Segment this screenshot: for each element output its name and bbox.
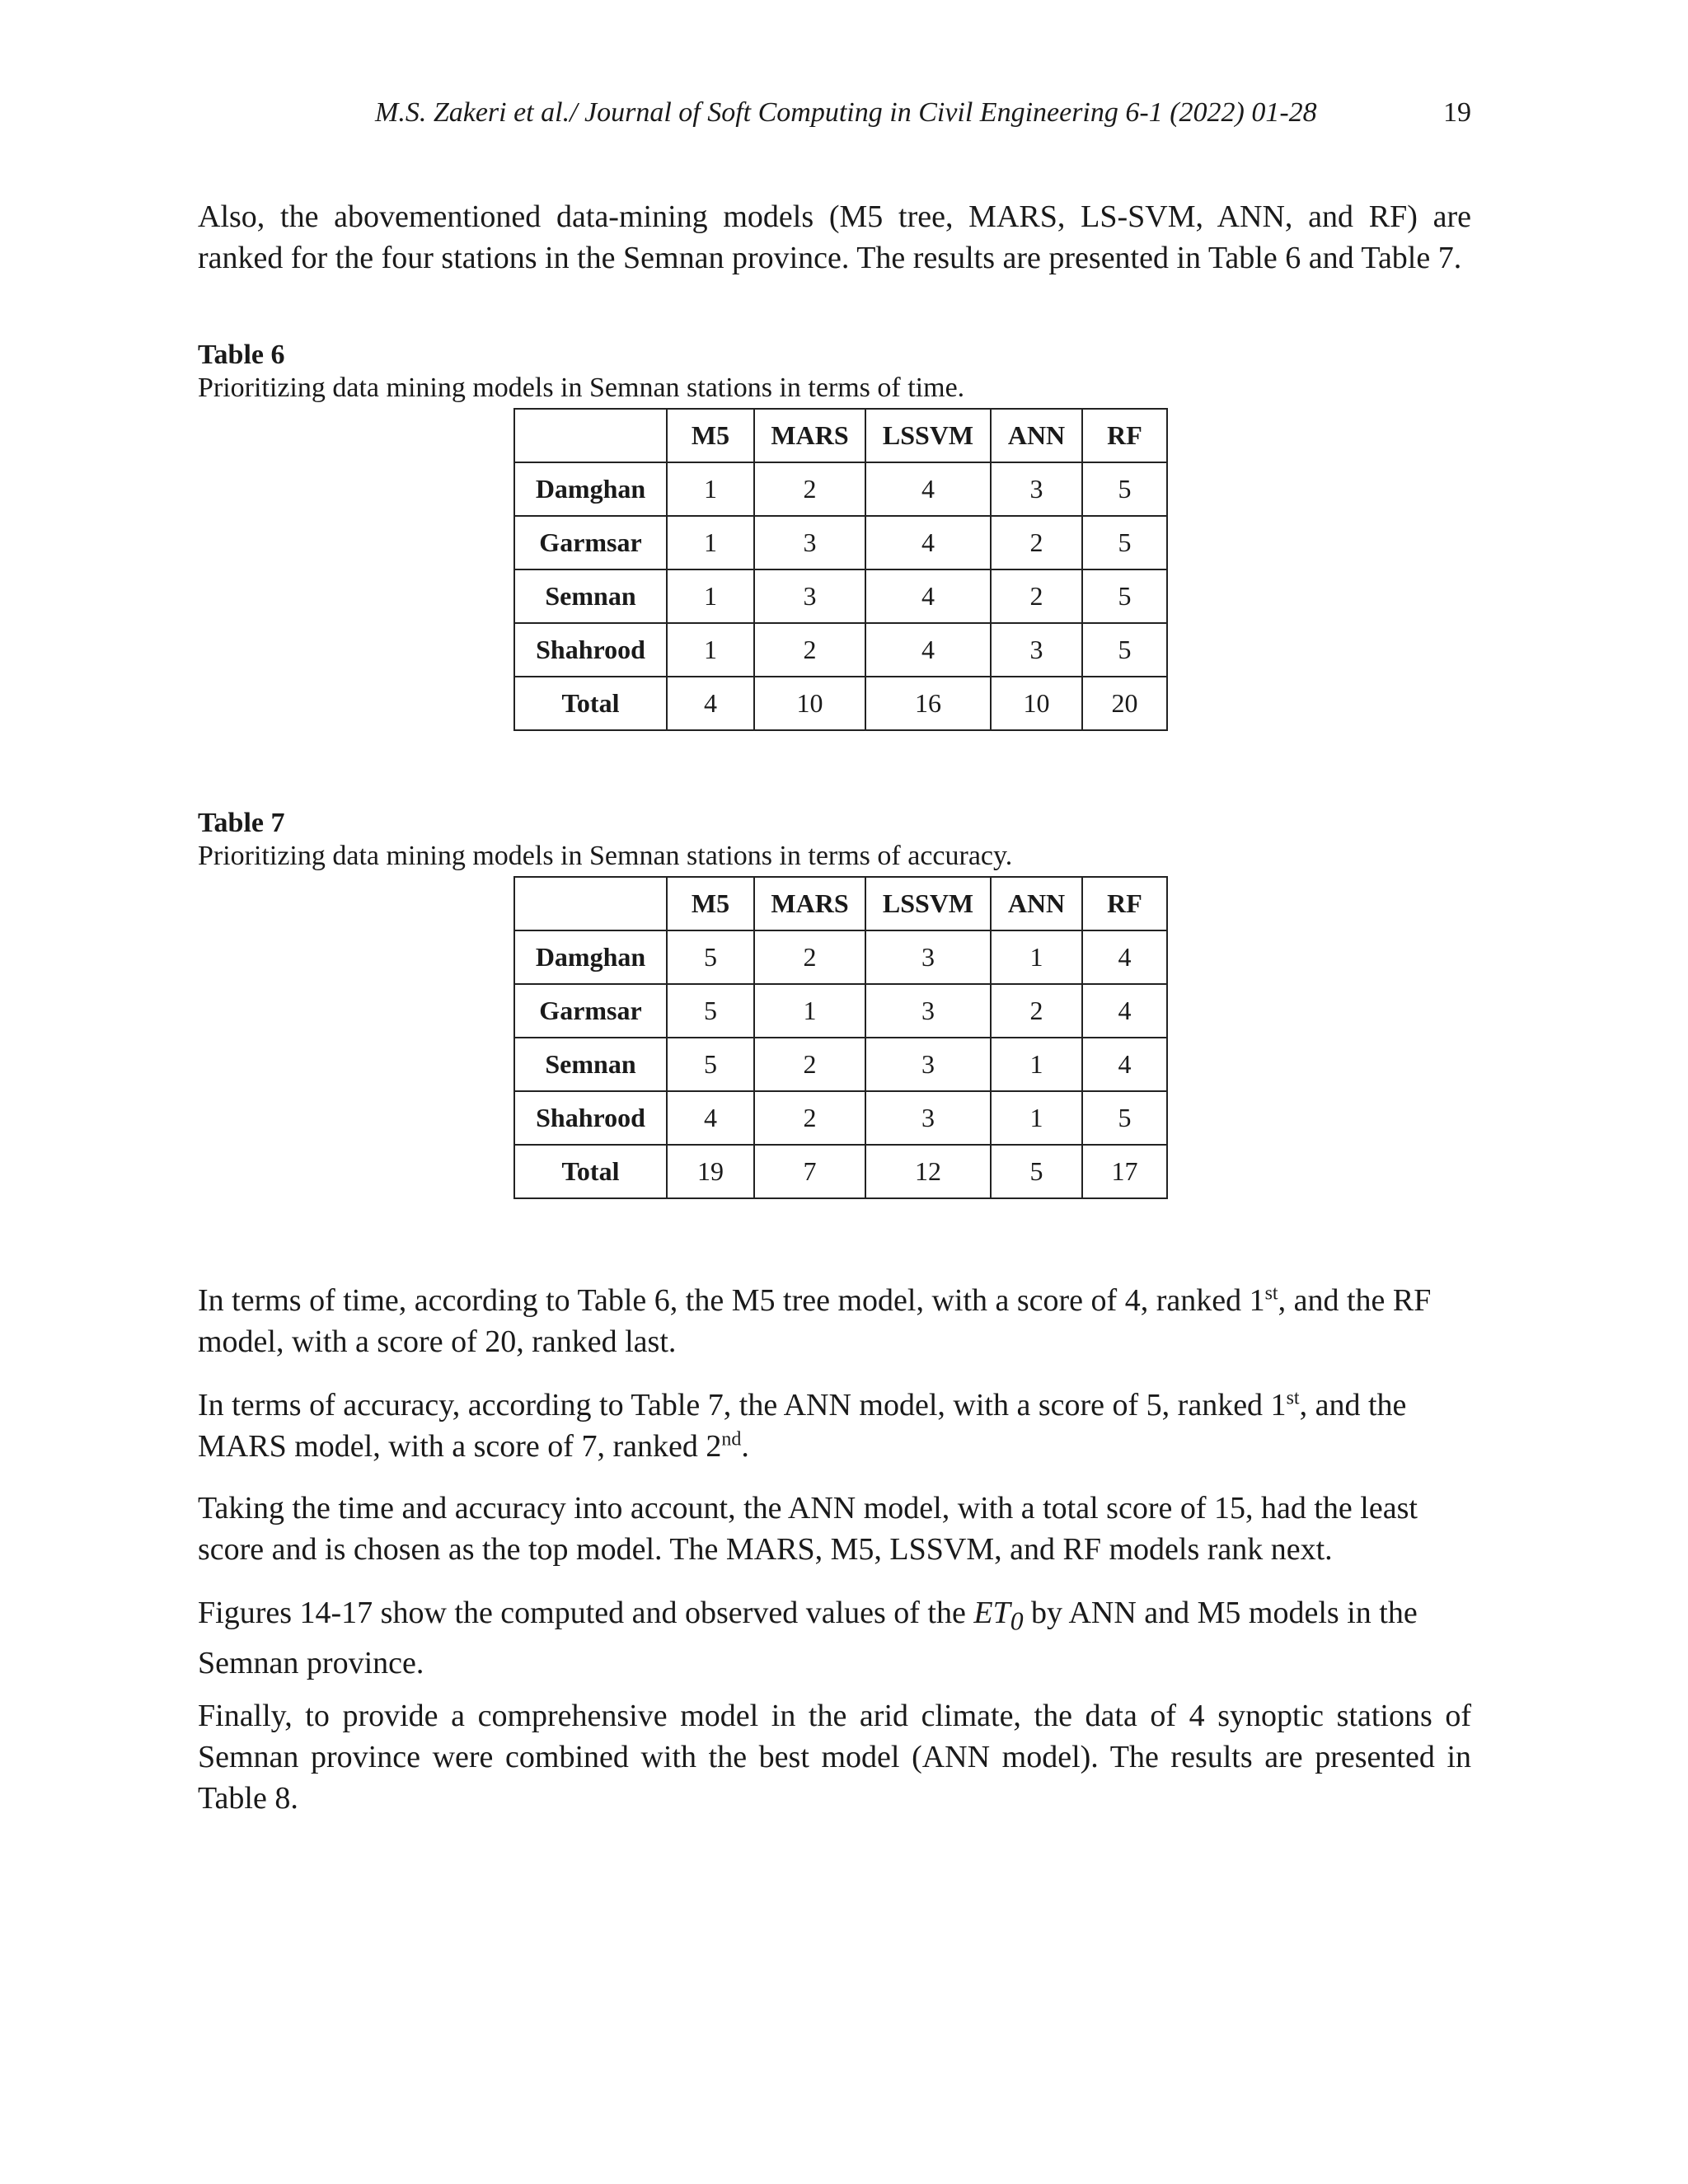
table7-col-header: RF <box>1082 877 1167 930</box>
table-cell: 1 <box>754 984 865 1038</box>
table-cell: 3 <box>865 984 991 1038</box>
table-cell: 3 <box>754 569 865 623</box>
table-cell: 5 <box>991 1145 1082 1198</box>
text-run: by ANN and M5 models in the Semnan province. <box>198 1596 1418 1680</box>
page-number: 19 <box>1443 97 1471 128</box>
text-run: . <box>741 1429 749 1464</box>
table6-col-header <box>514 409 667 462</box>
text-run: , and the MARS model, with a score of 7, ranked 2 <box>198 1388 1407 1464</box>
et-subscript: 0 <box>1010 1606 1024 1636</box>
table-cell: 4 <box>865 462 991 516</box>
table-row <box>514 516 1167 569</box>
table-row <box>514 462 1167 516</box>
table-cell: 17 <box>1082 1145 1167 1198</box>
table-cell: 2 <box>754 1038 865 1091</box>
station-name: Semnan <box>514 569 667 623</box>
table-cell: 4 <box>667 1091 754 1145</box>
table7-col-header: ANN <box>991 877 1082 930</box>
table-cell: 5 <box>1082 623 1167 677</box>
table6-col-header: M5 <box>667 409 754 462</box>
station-name: Shahrood <box>514 623 667 677</box>
table-cell: 1 <box>991 930 1082 984</box>
text-run: , and the RF model, with a score of 20, ranked last. <box>198 1283 1432 1359</box>
table-cell: 4 <box>1082 984 1167 1038</box>
table7-col-header: M5 <box>667 877 754 930</box>
table-cell: 5 <box>667 984 754 1038</box>
table-cell: 10 <box>991 677 1082 730</box>
station-name: Garmsar <box>514 984 667 1038</box>
station-name: Semnan <box>514 1038 667 1091</box>
final-paragraph: Finally, to provide a comprehensive model in the arid climate, the data of 4 synoptic stations of Semnan province were combined with the best model (ANN model). The results are presented in Table 8. <box>198 1699 1471 1816</box>
table7 <box>513 876 1168 1199</box>
table-cell: 4 <box>1082 1038 1167 1091</box>
table-cell: 1 <box>667 623 754 677</box>
table-cell: 2 <box>754 462 865 516</box>
table-cell: 2 <box>754 1091 865 1145</box>
table6-col-header: LSSVM <box>865 409 991 462</box>
et-variable: ET <box>973 1596 1010 1630</box>
table-row <box>514 1038 1167 1091</box>
station-name: Damghan <box>514 462 667 516</box>
table-cell: 4 <box>865 623 991 677</box>
superscript: st <box>1286 1387 1300 1409</box>
table7-col-header: LSSVM <box>865 877 991 930</box>
table-cell: 1 <box>991 1091 1082 1145</box>
page-header <box>198 97 1471 138</box>
running-head: M.S. Zakeri et al./ Journal of Soft Computing in Civil Engineering 6-1 (2022) 01-28 <box>375 97 1317 128</box>
table-cell: 2 <box>754 930 865 984</box>
table7-header-row <box>514 877 1167 930</box>
table6-caption: Prioritizing data mining models in Semnan stations in terms of time. <box>198 373 965 403</box>
station-name: Shahrood <box>514 1091 667 1145</box>
table-cell: 1 <box>667 516 754 569</box>
table7-col-header: MARS <box>754 877 865 930</box>
superscript: nd <box>721 1428 742 1451</box>
accuracy-ranking-paragraph <box>198 1385 1471 1467</box>
table-cell: 10 <box>754 677 865 730</box>
table-cell: 12 <box>865 1145 991 1198</box>
table6-col-header: MARS <box>754 409 865 462</box>
text-run: In terms of time, according to Table 6, the M5 tree model, with a score of 4, ranked 1 <box>198 1283 1265 1318</box>
station-name: Total <box>514 677 667 730</box>
superscript: st <box>1264 1282 1278 1305</box>
table-row <box>514 623 1167 677</box>
time-ranking-paragraph <box>198 1280 1471 1362</box>
table-cell: 5 <box>1082 569 1167 623</box>
table-cell: 3 <box>991 623 1082 677</box>
table-cell: 3 <box>865 930 991 984</box>
table-cell: 4 <box>1082 930 1167 984</box>
table6-col-header: ANN <box>991 409 1082 462</box>
table6-col-header: RF <box>1082 409 1167 462</box>
table6 <box>513 408 1168 731</box>
table-row <box>514 1091 1167 1145</box>
figures-paragraph <box>198 1592 1471 1684</box>
et0-symbol <box>973 1596 1024 1636</box>
table-cell: 2 <box>991 516 1082 569</box>
table7-caption: Prioritizing data mining models in Semnan stations in terms of accuracy. <box>198 841 1013 871</box>
table-row <box>514 984 1167 1038</box>
intro-paragraph: Also, the abovementioned data-mining models (M5 tree, MARS, LS-SVM, ANN, and RF) are ranked for the four stations in the Semnan province. The results are presented in Table 6 and Table 7. <box>198 199 1471 275</box>
table6-header-row <box>514 409 1167 462</box>
text-run: In terms of accuracy, according to Table 7, the ANN model, with a score of 5, ranked 1 <box>198 1388 1287 1422</box>
table-cell: 3 <box>754 516 865 569</box>
table-cell: 2 <box>991 569 1082 623</box>
table7-col-header <box>514 877 667 930</box>
table-cell: 2 <box>991 984 1082 1038</box>
table-cell: 19 <box>667 1145 754 1198</box>
table-cell: 4 <box>865 516 991 569</box>
table-cell: 3 <box>865 1091 991 1145</box>
table-cell: 4 <box>865 569 991 623</box>
combined-ranking-paragraph: Taking the time and accuracy into account, the ANN model, with a total score of 15, had the least score and is chosen as the top model. The MARS, M5, LSSVM, and RF models rank next. <box>198 1491 1418 1567</box>
table-cell: 5 <box>1082 1091 1167 1145</box>
table-cell: 7 <box>754 1145 865 1198</box>
station-name: Damghan <box>514 930 667 984</box>
table6-label: Table 6 <box>198 340 285 370</box>
table-cell: 16 <box>865 677 991 730</box>
table-cell: 3 <box>991 462 1082 516</box>
table-cell: 1 <box>667 462 754 516</box>
table-row-total <box>514 677 1167 730</box>
table-cell: 4 <box>667 677 754 730</box>
table-cell: 5 <box>1082 462 1167 516</box>
table-row <box>514 930 1167 984</box>
table7-label: Table 7 <box>198 808 285 838</box>
table-cell: 5 <box>667 1038 754 1091</box>
table-cell: 5 <box>1082 516 1167 569</box>
table-cell: 20 <box>1082 677 1167 730</box>
text-run: Figures 14-17 show the computed and observed values of the <box>198 1596 974 1630</box>
table-row <box>514 569 1167 623</box>
table-cell: 3 <box>865 1038 991 1091</box>
table-row-total <box>514 1145 1167 1198</box>
table-cell: 2 <box>754 623 865 677</box>
table-cell: 1 <box>991 1038 1082 1091</box>
station-name: Total <box>514 1145 667 1198</box>
table-cell: 1 <box>667 569 754 623</box>
table-cell: 5 <box>667 930 754 984</box>
station-name: Garmsar <box>514 516 667 569</box>
